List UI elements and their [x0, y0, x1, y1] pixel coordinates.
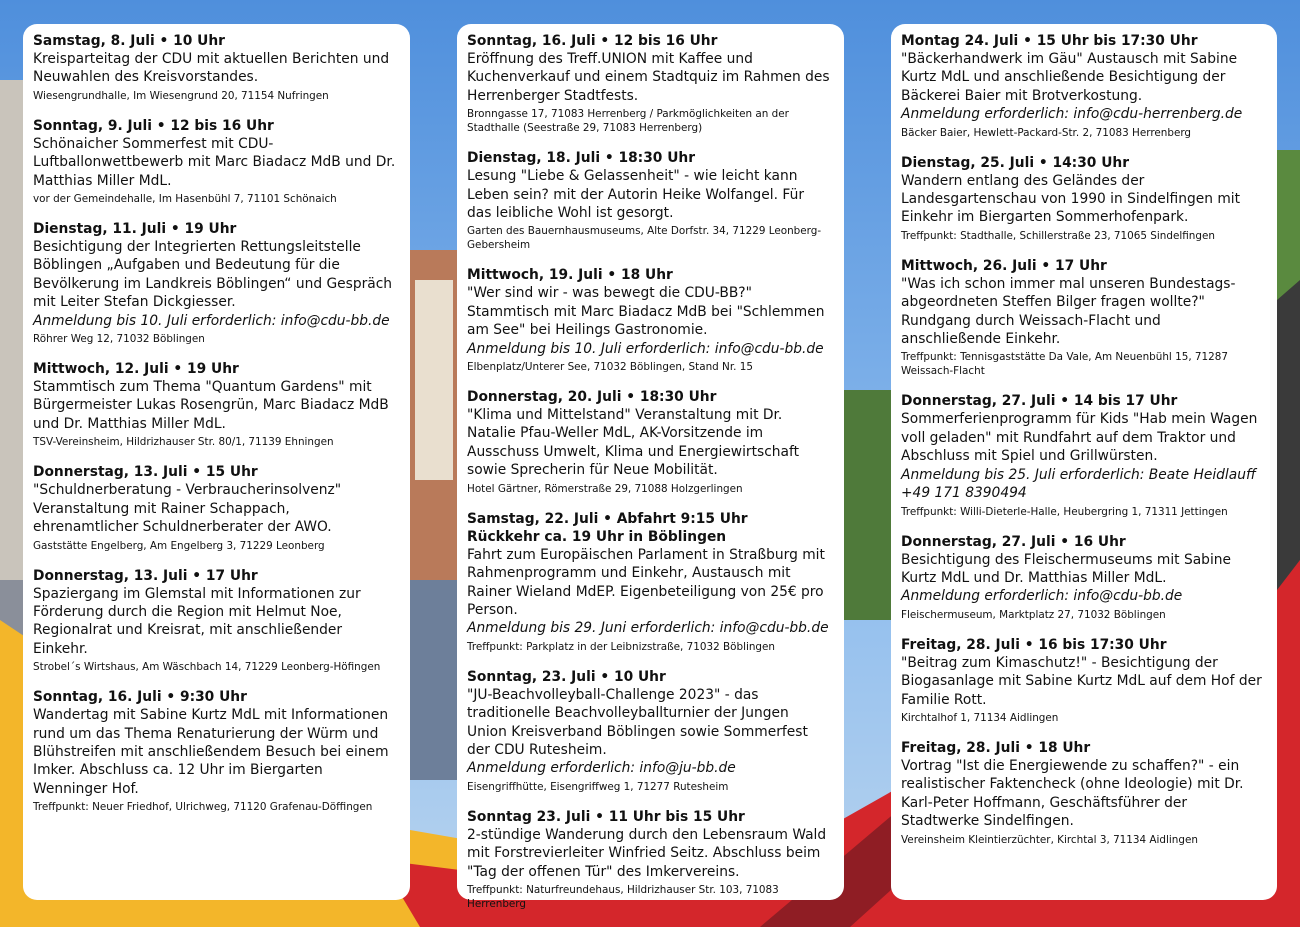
event-registration-note: Anmeldung bis 29. Juni erforderlich: info@cdu-bb.de — [467, 620, 829, 637]
event-location: Vereinsheim Kleintierzüchter, Kirchtal 3, 71134 Aidlingen — [901, 833, 1198, 846]
event-entry — [901, 533, 1265, 622]
event-heading: Freitag, 28. Juli • 18 Uhr — [901, 739, 1091, 756]
event-description: "Bäckerhandwerk im Gäu" Austausch mit Sabine Kurtz MdL und anschließende Besichtigung der Bäckerei Baier mit Brotverkostung. — [901, 51, 1238, 104]
event-entry — [33, 567, 398, 675]
event-location: Bronngasse 17, 71083 Herrenberg / Parkmöglichkeiten an der Stadthalle (Seestraße 29, 71083 Herrenberg) — [467, 108, 789, 135]
event-location: Fleischermuseum, Marktplatz 27, 71032 Böblingen — [901, 608, 1166, 621]
event-location: Strobel´s Wirtshaus, Am Wäschbach 14, 71229 Leonberg-Höfingen — [33, 661, 381, 674]
event-heading: Donnerstag, 13. Juli • 15 Uhr — [33, 464, 258, 481]
event-location: Hotel Gärtner, Römerstraße 29, 71088 Holzgerlingen — [467, 482, 743, 495]
event-location: Treffpunkt: Willi-Dieterle-Halle, Heubergring 1, 71311 Jettingen — [901, 505, 1228, 518]
event-entry — [467, 668, 832, 794]
event-description: "Wer sind wir - was bewegt die CDU-BB?" Stammtisch mit Marc Biadacz MdB bei "Schlemmen am See" bei Heilings Gastronomie. — [467, 285, 825, 339]
event-location: Bäcker Baier, Hewlett-Packard-Str. 2, 71083 Herrenberg — [901, 126, 1192, 139]
event-description: Sommerferienprogramm für Kids "Hab mein Wagen voll geladen" mit Rundfahrt auf dem Traktor und Abschluss mit Spiel und Grillwürsten. — [901, 411, 1258, 465]
event-heading: Dienstag, 11. Juli • 19 Uhr — [33, 221, 237, 238]
event-entry — [33, 463, 398, 552]
event-registration-note: Anmeldung erforderlich: info@ju-bb.de — [467, 760, 736, 777]
event-location: Treffpunkt: Stadthalle, Schillerstraße 23, 71065 Sindelfingen — [901, 229, 1215, 242]
event-location: Treffpunkt: Naturfreundehaus, Hildrizhauser Str. 103, 71083 Herrenberg — [467, 883, 779, 910]
event-location: Wiesengrundhalle, Im Wiesengrund 20, 71154 Nufringen — [33, 89, 329, 102]
event-heading: Mittwoch, 19. Juli • 18 Uhr — [467, 267, 673, 284]
event-description: Stammtisch zum Thema "Quantum Gardens" mit Bürgermeister Lukas Rosengrün, Marc Biadacz MdB und Dr. Matthias Miller MdL. — [33, 379, 389, 432]
event-heading: Dienstag, 18. Juli • 18:30 Uhr — [467, 150, 696, 167]
event-heading: Sonntag, 23. Juli • 10 Uhr — [467, 668, 666, 685]
event-location: Gaststätte Engelberg, Am Engelberg 3, 71229 Leonberg — [33, 539, 325, 552]
event-heading: Sonntag, 16. Juli • 12 bis 16 Uhr — [467, 33, 718, 49]
event-entry — [33, 32, 398, 103]
event-heading: Donnerstag, 13. Juli • 17 Uhr — [33, 567, 258, 584]
event-entry — [467, 149, 832, 252]
event-heading: Mittwoch, 26. Juli • 17 Uhr — [901, 257, 1107, 274]
event-description: Wandern entlang des Geländes der Landesgartenschau von 1990 in Sindelfingen mit Einkehr im Biergarten Sommerhofenpark. — [901, 172, 1241, 226]
event-entry — [901, 257, 1265, 379]
event-entry — [467, 808, 832, 911]
event-description: Vortrag "Ist die Energiewende zu schaffen?" - ein realistischer Faktencheck (ohne Ideologie) mit Dr. Karl-Peter Hoffmann, Geschäftsführer der Stadtwerke Sindelfingen. — [901, 757, 1244, 830]
event-registration-note: Anmeldung bis 25. Juli erforderlich: Beate Heidlauff +49 171 8390494 — [901, 466, 1256, 502]
event-description: "Schuldnerberatung - Verbraucherinsolvenz" Veranstaltung mit Rainer Schappach, ehrenamtlicher Schuldnerberater der AWO. — [33, 482, 342, 536]
events-column-2 — [457, 24, 844, 910]
event-description: Eröffnung des Treff.UNION mit Kaffee und Kuchenverkauf und einem Stadtquiz im Rahmen des Herrenberger Stadtfests. — [467, 51, 830, 104]
event-entry — [901, 32, 1265, 140]
event-heading: Mittwoch, 12. Juli • 19 Uhr — [33, 361, 239, 378]
event-location: Garten des Bauernhausmuseums, Alte Dorfstr. 34, 71229 Leonberg-Gebersheim — [467, 225, 822, 252]
event-description: Kreisparteitag der CDU mit aktuellen Berichten und Neuwahlen des Kreisvorstandes. — [33, 51, 390, 86]
event-heading: Sonntag 23. Juli • 11 Uhr bis 15 Uhr — [467, 808, 745, 825]
event-location: Treffpunkt: Neuer Friedhof, Ulrichweg, 71120 Grafenau-Döffingen — [33, 801, 373, 814]
event-registration-note: Anmeldung bis 10. Juli erforderlich: info@cdu-bb.de — [467, 340, 824, 357]
event-location: Eisengriffhütte, Eisengriffweg 1, 71277 Rutesheim — [467, 780, 729, 793]
event-heading: Sonntag, 9. Juli • 12 bis 16 Uhr — [33, 117, 274, 134]
event-location: vor der Gemeindehalle, Im Hasenbühl 7, 71101 Schönaich — [33, 193, 337, 206]
event-entry — [33, 117, 398, 206]
event-entry — [33, 688, 398, 814]
event-description: Wandertag mit Sabine Kurtz MdL mit Informationen rund um das Thema Renaturierung der Würm und Blühstreifen mit anschließendem Besuch bei einem Imker. Abschluss ca. 12 Uhr im Biergarten Wenninger Hof. — [33, 707, 389, 797]
event-entry — [467, 32, 832, 135]
event-description: Fahrt zum Europäischen Parlament in Straßburg mit Rahmenprogramm und Einkehr, Austausch mit Rainer Wieland MdEP. Eigenbeteiligung von 25€ pro Person. — [467, 546, 825, 618]
events-column-3 — [891, 24, 1277, 900]
event-location: Kirchtalhof 1, 71134 Aidlingen — [901, 711, 1059, 724]
event-entry — [901, 392, 1265, 518]
event-registration-note: Anmeldung erforderlich: info@cdu-herrenberg.de — [901, 106, 1243, 123]
event-heading-secondary: Rückkehr ca. 19 Uhr in Böblingen — [467, 528, 727, 545]
event-entry — [901, 154, 1265, 243]
event-heading: Dienstag, 25. Juli • 14:30 Uhr — [901, 154, 1130, 171]
events-column-1 — [23, 24, 410, 900]
event-heading: Donnerstag, 27. Juli • 16 Uhr — [901, 533, 1126, 550]
event-description: Lesung "Liebe & Gelassenheit" - wie leicht kann Leben sein? mit der Autorin Heike Wolfangel. Für das leibliche Wohl ist gesorgt. — [467, 168, 804, 222]
event-entry — [33, 360, 398, 449]
event-heading: Samstag, 8. Juli • 10 Uhr — [33, 33, 225, 49]
event-location: Treffpunkt: Tennisgaststätte Da Vale, Am Neuenbühl 15, 71287 Weissach-Flacht — [901, 351, 1228, 378]
event-location: Röhrer Weg 12, 71032 Böblingen — [33, 333, 205, 346]
event-description: "Beitrag zum Kimaschutz!" - Besichtigung der Biogasanlage mit Sabine Kurtz MdL auf dem Hof der Familie Rott. — [901, 654, 1262, 708]
event-entry — [467, 266, 832, 374]
event-heading: Samstag, 22. Juli • Abfahrt 9:15 Uhr — [467, 510, 748, 527]
event-description: Besichtigung der Integrierten Rettungsleitstelle Böblingen „Aufgaben und Bedeutung für die Bevölkerung im Landkreis Böblingen“ und Gespräch mit Leiter Stefan Dickgiesser. — [33, 239, 393, 311]
event-heading: Sonntag, 16. Juli • 9:30 Uhr — [33, 689, 247, 706]
event-description: Besichtigung des Fleischermuseums mit Sabine Kurtz MdL und Dr. Matthias Miller MdL. — [901, 551, 1232, 586]
event-heading: Donnerstag, 27. Juli • 14 bis 17 Uhr — [901, 393, 1178, 410]
event-entry — [901, 636, 1265, 725]
event-heading: Donnerstag, 20. Juli • 18:30 Uhr — [467, 389, 717, 406]
event-description: "Klima und Mittelstand" Veranstaltung mit Dr. Natalie Pfau-Weller MdL, AK-Vorsitzende im Ausschuss Umwelt, Klima und Energiewirtschaft sowie Sprecherin für Neue Mobilität. — [467, 407, 800, 479]
event-description: Schönaicher Sommerfest mit CDU-Luftballonwettbewerb mit Marc Biadacz MdB und Dr. Matthias Miller MdL. — [33, 135, 396, 189]
event-description: "JU-Beachvolleyball-Challenge 2023" - das traditionelle Beachvolleyballturnier der Jungen Union Kreisverband Böblingen sowie Sommerfest der CDU Rutesheim. — [467, 686, 808, 758]
event-location: Elbenplatz/Unterer See, 71032 Böblingen, Stand Nr. 15 — [467, 361, 753, 374]
event-entry — [467, 388, 832, 496]
event-description: 2-stündige Wanderung durch den Lebensraum Wald mit Forstrevierleiter Winfried Seitz. Abschluss beim "Tag der offenen Tür" des Imkervereins. — [467, 826, 827, 880]
event-location: Treffpunkt: Parkplatz in der Leibnizstraße, 71032 Böblingen — [467, 640, 775, 653]
event-heading: Freitag, 28. Juli • 16 bis 17:30 Uhr — [901, 636, 1167, 653]
event-heading: Montag 24. Juli • 15 Uhr bis 17:30 Uhr — [901, 33, 1198, 49]
event-registration-note: Anmeldung erforderlich: info@cdu-bb.de — [901, 588, 1183, 605]
event-description: Spaziergang im Glemstal mit Informationen zur Förderung durch die Region mit Helmut Noe, Regionalrat und Kreisrat, mit anschließender Einkehr. — [33, 585, 361, 657]
event-entry — [901, 739, 1265, 847]
event-location: TSV-Vereinsheim, Hildrizhauser Str. 80/1, 71139 Ehningen — [33, 436, 334, 449]
event-registration-note: Anmeldung bis 10. Juli erforderlich: info@cdu-bb.de — [33, 312, 390, 329]
event-entry — [33, 220, 398, 346]
event-entry — [467, 510, 832, 654]
event-description: "Was ich schon immer mal unseren Bundestags-abgeordneten Steffen Bilger fragen wollte?" Rundgang durch Weissach-Flacht und anschließende Einkehr. — [901, 275, 1236, 348]
